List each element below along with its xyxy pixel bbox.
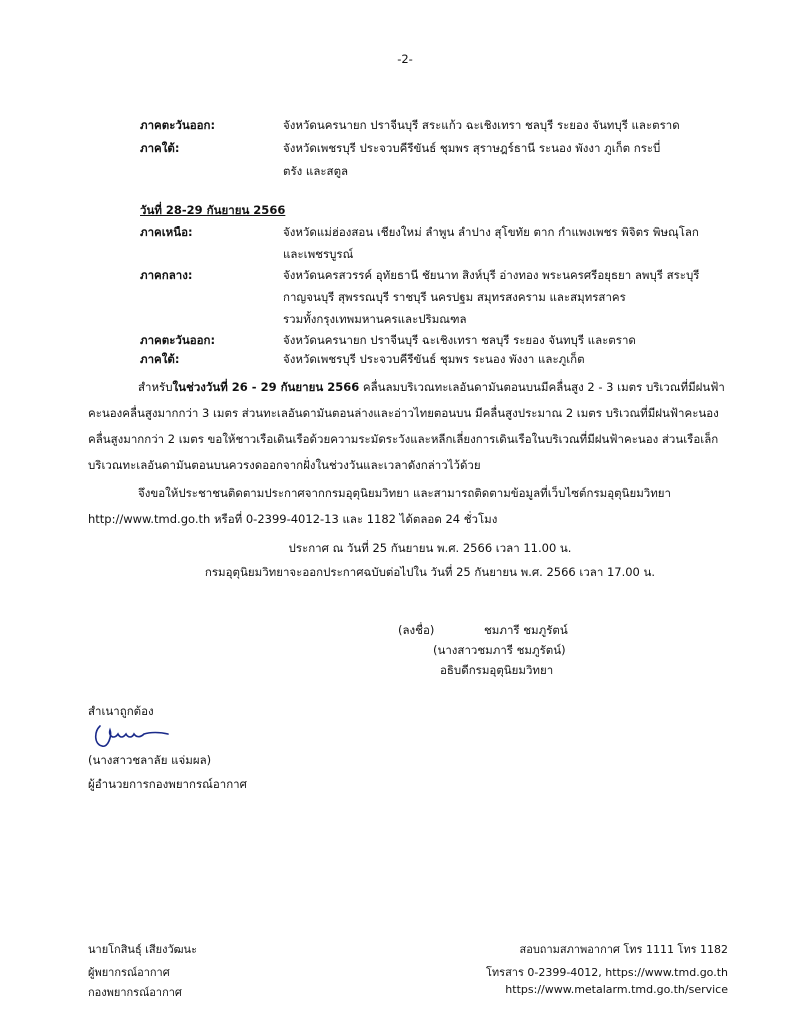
region-provinces-north: จังหวัดแม่ฮ่องสอน เชียงใหม่ ลำพูน ลำปาง สุโขทัย ตาก กำแพงเพชร พิจิตร พิษณุโลก [283,225,699,239]
footer-left-name: นายโกสินธุ์ เสียงวัฒนะ [88,943,197,956]
forecast-paragraph [88,374,728,478]
footer-right-fax: โทรสาร 0-2399-4012, https://www.tmd.go.th [486,966,728,979]
paragraph-bold-dates: ในช่วงวันที่ 26 - 29 กันยายน 2566 [172,380,360,394]
region-provinces-east-1: จังหวัดนครนายก ปราจีนบุรี สระแก้ว ฉะเชิงเทรา ชลบุรี ระยอง จันทบุรี และตราด [283,118,680,132]
region-provinces-east-2: จังหวัดนครนายก ปราจีนบุรี ฉะเชิงเทรา ชลบุรี ระยอง จันทบุรี และตราด [283,333,636,347]
footer-left-role: ผู้พยากรณ์อากาศ [88,966,170,979]
announce-line-2: กรมอุตุนิยมวิทยาจะออกประกาศฉบับต่อไปใน วันที่ 25 กันยายน พ.ศ. 2566 เวลา 17.00 น. [204,565,656,579]
handwritten-signature [90,722,170,752]
region-provinces-south-2: จังหวัดเพชรบุรี ประจวบคีรีขันธ์ ชุมพร ระนอง พังงา และภูเก็ต [283,352,585,366]
region-provinces-central-cont1: กาญจนบุรี สุพรรณบุรี ราชบุรี นครปฐม สมุทรสงคราม และสมุทรสาคร [283,290,626,304]
region-label-south-2: ภาคใต้: [140,352,180,366]
certified-position: ผู้อำนวยการกองพยากรณ์อากาศ [88,777,247,791]
region-label-north: ภาคเหนือ: [140,225,193,239]
date-heading: วันที่ 28-29 กันยายน 2566 [140,203,286,217]
region-provinces-central-cont2: รวมทั้งกรุงเทพมหานครและปริมณฑล [283,312,467,326]
footer-right-url: https://www.metalarm.tmd.go.th/service [505,983,728,996]
footer-right-phone: สอบถามสภาพอากาศ โทร 1111 โทร 1182 [519,943,728,956]
region-label-east-2: ภาคตะวันออก: [140,333,216,347]
contact-text: จึงขอให้ประชาชนติดตามประกาศจากกรมอุตุนิยมวิทยา และสามารถติดตามข้อมูลที่เว็บไซต์กรมอุตุนิยมวิทยา http://www.tmd.go.th หรือที่ 0-2399-4012-13 และ 1182 ได้ตลอด 24 ชั่วโมง [88,486,672,526]
region-label-central: ภาคกลาง: [140,268,193,282]
footer-left-dept: กองพยากรณ์อากาศ [88,986,182,999]
region-label-east-1: ภาคตะวันออก: [140,118,216,132]
region-provinces-south-1-cont: ตรัง และสตูล [283,164,349,178]
page-number: -2- [397,52,413,66]
contact-paragraph [88,480,728,532]
signed-name: ชมภารี ชมภูรัตน์ [484,623,568,637]
region-provinces-central: จังหวัดนครสวรรค์ อุทัยธานี ชัยนาท สิงห์บุรี อ่างทอง พระนครศรีอยุธยา ลพบุรี สระบุรี [283,268,700,282]
paragraph-prefix: สำหรับ [138,380,173,394]
paragraph-rest: คลื่นลมบริเวณทะเลอันดามันตอนบนมีคลื่นสูง 2 - 3 เมตร บริเวณที่มีฝนฟ้าคะนองคลื่นสูงมากกว่า 3 เมตร ส่วนทะเลอันดามันตอนล่างและอ่าวไทยตอนบน มีคลื่นสูงประมาณ 2 เมตร บริเวณที่มีฝนฟ้าคะนองคลื่นสูงมากกว่า 2 เมตร ขอให้ชาวเรือเดินเรือด้วยความระมัดระวังและหลีกเลี่ยงการเดินเรือในบริเวณที่มีฝนฟ้าคะนอง ส่วนเรือเล็กบริเวณทะเลอันดามันตอนบนควรงดออกจากฝั่งในช่วงวันและเวลาดังกล่าวไว้ด้วย [88,380,725,472]
signatory-full-name: (นางสาวชมภารี ชมภูรัตน์) [433,643,566,657]
signatory-position: อธิบดีกรมอุตุนิยมวิทยา [440,663,554,677]
sign-label: (ลงชื่อ) [398,623,435,637]
region-provinces-south-1: จังหวัดเพชรบุรี ประจวบคีรีขันธ์ ชุมพร สุราษฎร์ธานี ระนอง พังงา ภูเก็ต กระบี่ [283,141,661,155]
certified-label: สำเนาถูกต้อง [88,704,154,718]
region-label-south-1: ภาคใต้: [140,141,180,155]
region-provinces-north-cont: และเพชรบูรณ์ [283,247,354,261]
certified-name: (นางสาวชลาลัย แจ่มผล) [88,753,212,767]
announce-line-1: ประกาศ ณ วันที่ 25 กันยายน พ.ศ. 2566 เวลา 11.00 น. [288,541,572,555]
